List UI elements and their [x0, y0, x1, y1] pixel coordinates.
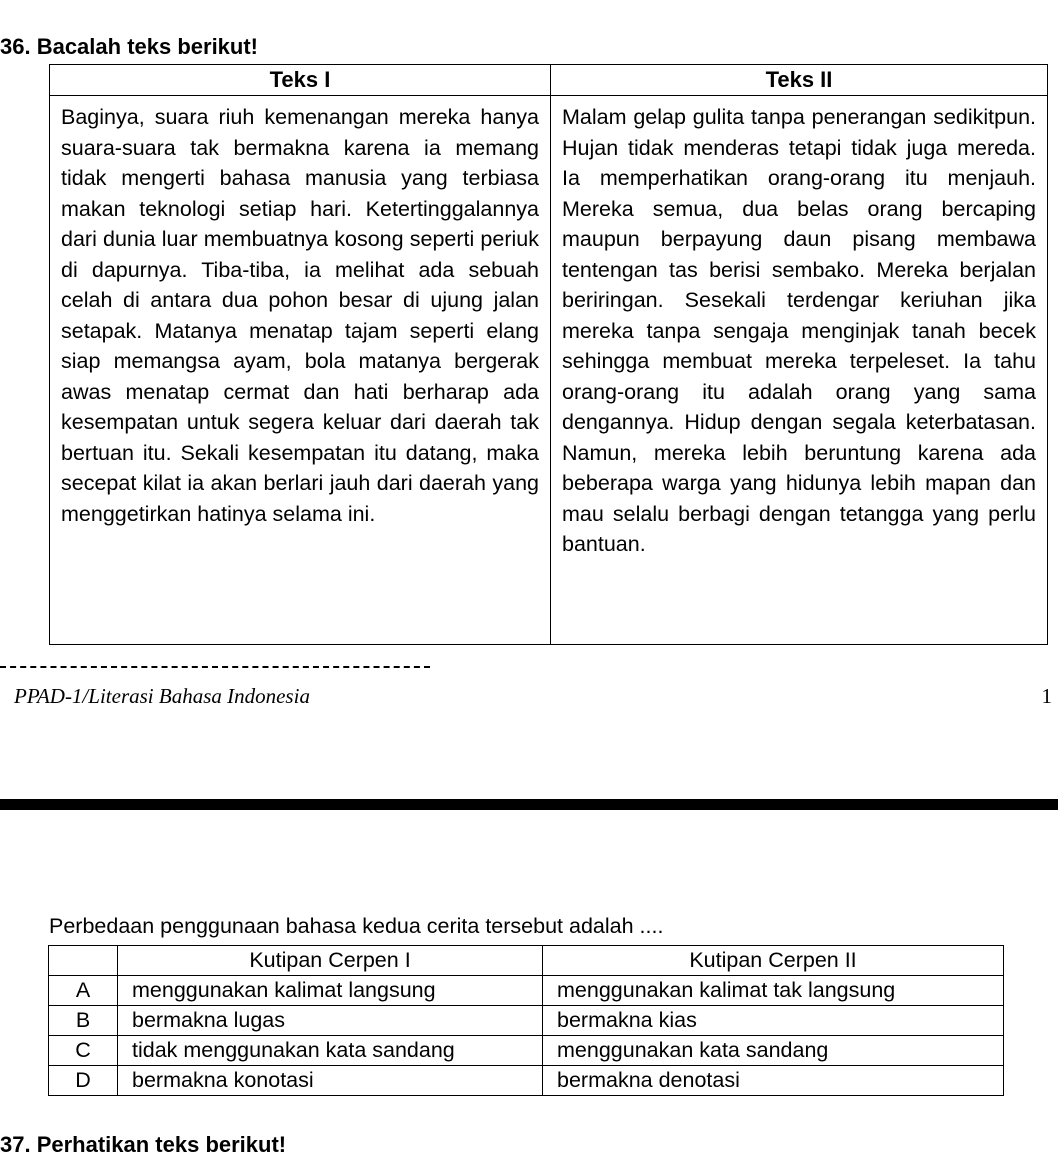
- page-break-bar: [0, 799, 1058, 810]
- passage-table: [49, 64, 1048, 645]
- option-letter: C: [49, 1036, 118, 1066]
- passage-header-1: Teks I: [50, 65, 551, 96]
- passage-text-1: Baginya, suara riuh kemenangan mereka hanya suara-suara tak bermakna karena ia memang tidak mengerti bahasa manusia yang terbiasa makan teknologi setiap hari. Ketertinggalannya dari dunia luar membuatnya kosong seperti periuk di dapurnya. Tiba-tiba, ia melihat ada sebuah celah di antara dua pohon besar di ujung jalan setapak. Matanya menatap tajam seperti elang siap memangsa ayam, bola matanya bergerak awas menatap cermat dan hati berharap ada kesempatan untuk segera keluar dari daerah tak bertuan itu. Sekali kesempatan itu datang, maka secepat kilat ia akan berlari jauh dari daerah yang menggetirkan hatinya selama ini.: [50, 96, 551, 645]
- passage-header-2: Teks II: [551, 65, 1048, 96]
- question-36-title: 36. Bacalah teks berikut!: [0, 34, 259, 59]
- options-table: [48, 945, 1004, 1096]
- option-cerpen-1: bermakna lugas: [118, 1006, 543, 1036]
- passage-text-2: Malam gelap gulita tanpa penerangan sedikitpun. Hujan tidak menderas tetapi tidak juga mereda. Ia memperhatikan orang-orang itu menjauh. Mereka semua, dua belas orang bercaping maupun berpayung daun pisang membawa tentengan tas berisi sembako. Mereka berjalan beriringan. Sesekali terdengar keriuhan jika mereka tanpa sengaja menginjak tanah becek sehingga membuat mereka terpeleset. Ia tahu orang-orang itu adalah orang yang sama dengannya. Hidup dengan segala keterbatasan. Namun, mereka lebih beruntung karena ada beberapa warga yang hidunya lebih mapan dan mau selalu berbagi dengan tetangga yang perlu bantuan.: [551, 96, 1048, 645]
- options-header-row: [49, 946, 1004, 976]
- option-row-a[interactable]: [49, 976, 1004, 1006]
- option-cerpen-1: bermakna konotasi: [118, 1066, 543, 1096]
- options-header-letter: [49, 946, 118, 976]
- question-37-title: 37. Perhatikan teks berikut!: [0, 1132, 287, 1157]
- option-row-b[interactable]: [49, 1006, 1004, 1036]
- option-cerpen-2: bermakna denotasi: [543, 1066, 1004, 1096]
- option-cerpen-2: bermakna kias: [543, 1006, 1004, 1036]
- option-row-d[interactable]: [49, 1066, 1004, 1096]
- option-letter: B: [49, 1006, 118, 1036]
- options-header-cerpen-2: Kutipan Cerpen II: [543, 946, 1004, 976]
- option-letter: D: [49, 1066, 118, 1096]
- option-row-c[interactable]: [49, 1036, 1004, 1066]
- question-36-prompt: Perbedaan penggunaan bahasa kedua cerita tersebut adalah ....: [49, 914, 664, 938]
- page-divider-dashed: [0, 666, 430, 668]
- page-number: 1: [1041, 684, 1052, 708]
- page-footer: PPAD-1/Literasi Bahasa Indonesia: [14, 684, 310, 708]
- option-cerpen-2: menggunakan kata sandang: [543, 1036, 1004, 1066]
- option-cerpen-1: tidak menggunakan kata sandang: [118, 1036, 543, 1066]
- options-header-cerpen-1: Kutipan Cerpen I: [118, 946, 543, 976]
- option-cerpen-1: menggunakan kalimat langsung: [118, 976, 543, 1006]
- option-letter: A: [49, 976, 118, 1006]
- option-cerpen-2: menggunakan kalimat tak langsung: [543, 976, 1004, 1006]
